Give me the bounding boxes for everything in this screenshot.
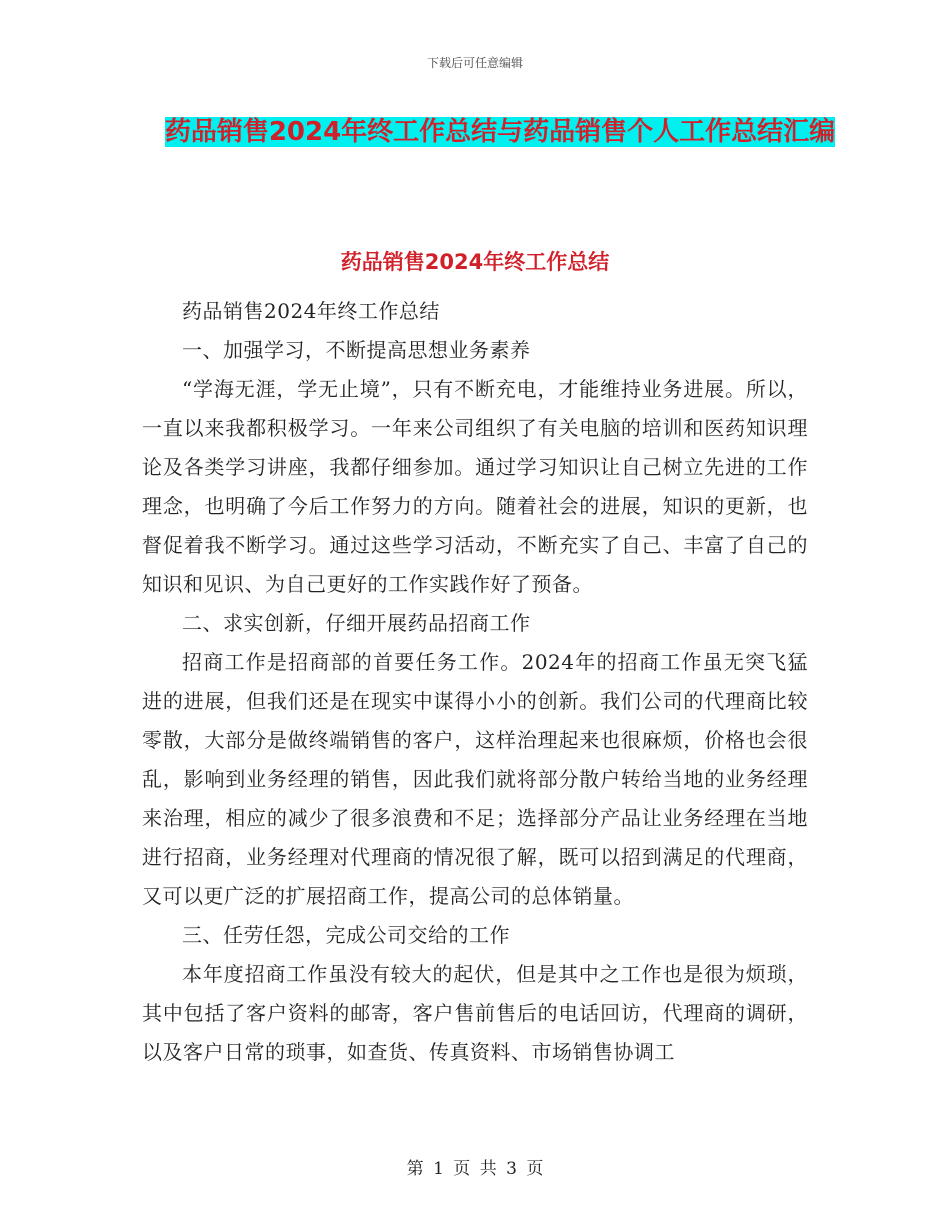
paragraph: 二、求实创新，仔细开展药品招商工作 [182,611,531,635]
paragraph: “学海无涯，学无止境”，只有不断充电，才能维持业务进展。所以，一直以来我都积极学习。一年来公司组织了有关电脑的培训和医药知识理论及各类学习讲座，我都仔细参加。通过学习知识让自己树立先进的工作理念，也明确了今后工作努力的方向。随着社会的进展，知识的更新，也督促着我不断学习。通过这些学习活动，不断充实了自己、丰富了自己的知识和见识、为自己更好的工作实践作好了预备。 [142,377,808,596]
paragraph: 本年度招商工作虽没有较大的起伏，但是其中之工作也是很为烦琐，其中包括了客户资料的邮寄，客户售前售后的电话回访，代理商的调研，以及客户日常的琐事，如查货、传真资料、市场销售协调工 [142,962,808,1064]
paragraph: 药品销售2024年终工作总结 [182,299,440,323]
document-body [142,292,808,1072]
paragraph: 三、任劳任怨，完成公司交给的工作 [182,923,510,947]
page-footer: 第 1 页 共 3 页 [406,1159,544,1179]
section-title: 药品销售2024年终工作总结 [340,250,610,274]
paragraph: 招商工作是招商部的首要任务工作。2024年的招商工作虽无突飞猛进的进展，但我们还是在现实中谋得小小的创新。我们公司的代理商比较零散，大部分是做终端销售的客户，这样治理起来也很麻烦，价格也会很乱，影响到业务经理的销售，因此我们就将部分散户转给当地的业务经理来治理，相应的减少了很多浪费和不足；选择部分产品让业务经理在当地进行招商，业务经理对代理商的情况很了解，既可以招到满足的代理商，又可以更广泛的扩展招商工作，提高公司的总体销量。 [142,650,808,908]
document-title-text: 药品销售2024年终工作总结与药品销售个人工作总结汇编 [164,117,836,147]
paragraph: 一、加强学习，不断提高思想业务素养 [182,338,531,362]
document-title [140,110,860,154]
header-note: 下载后可任意编辑 [426,56,523,70]
